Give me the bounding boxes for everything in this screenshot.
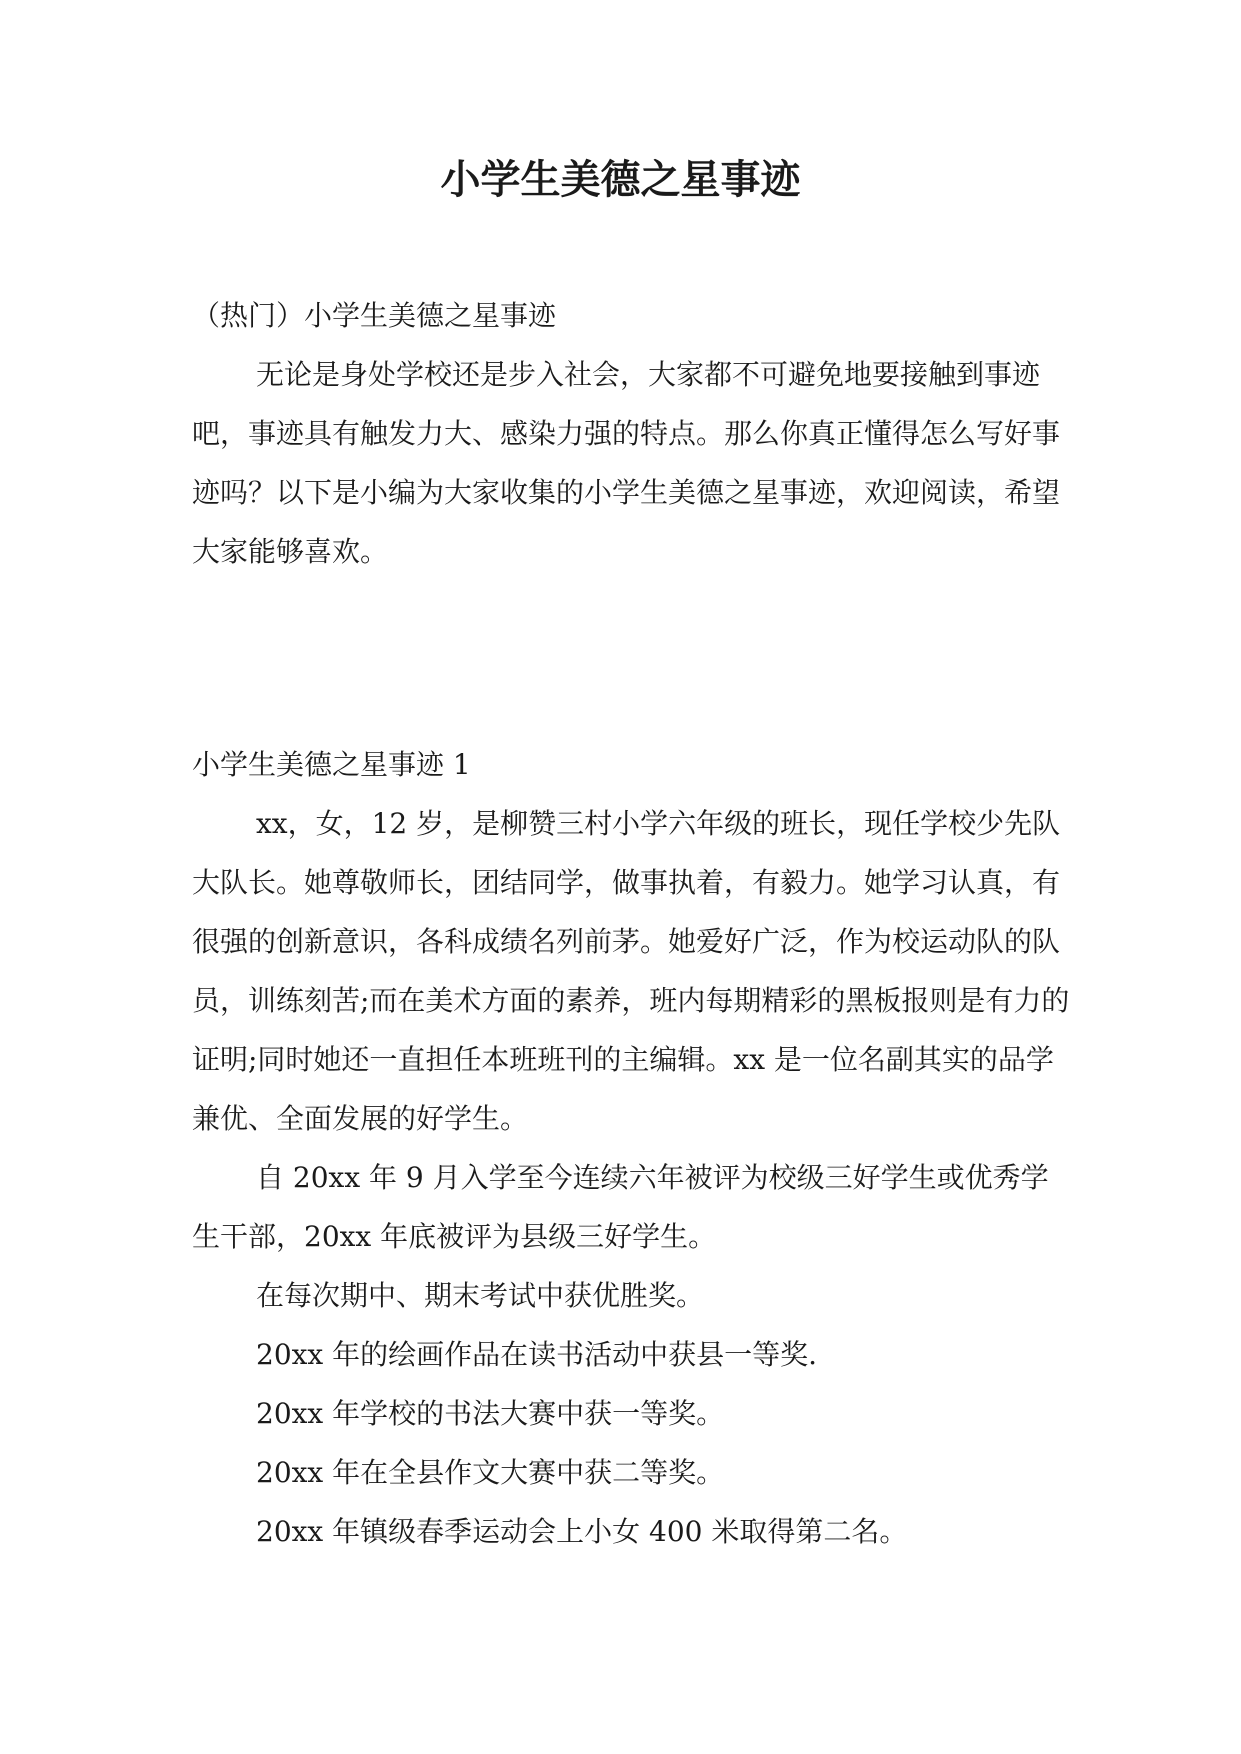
document-body (192, 286, 1072, 1561)
award-item: 20xx 年学校的书法大赛中获一等奖。 (256, 1397, 725, 1430)
intro-paragraph: 无论是身处学校还是步入社会，大家都不可避免地要接触到事迹吧，事迹具有触发力大、感染力强的特点。那么你真正懂得怎么写好事迹吗？以下是小编为大家收集的小学生美德之星事迹，欢迎阅读，希望大家能够喜欢。 (192, 358, 1061, 568)
award-item: 20xx 年在全县作文大赛中获二等奖。 (256, 1456, 725, 1489)
document-subtitle: （热门）小学生美德之星事迹 (192, 299, 557, 332)
body-paragraph: xx，女，12 岁，是柳赞三村小学六年级的班长，现任学校少先队大队长。她尊敬师长，团结同学，做事执着，有毅力。她学习认真，有很强的创新意识，各科成绩名列前茅。她爱好广泛，作为校运动队的队员，训练刻苦;而在美术方面的素养，班内每期精彩的黑板报则是有力的证明;同时她还一直担任本班班刊的主编辑。xx 是一位名副其实的品学兼优、全面发展的好学生。 (192, 807, 1070, 1135)
award-item: 20xx 年镇级春季运动会上小女 400 米取得第二名。 (256, 1515, 908, 1548)
document-title: 小学生美德之星事迹 (440, 156, 801, 203)
award-item: 在每次期中、期末考试中获优胜奖。 (256, 1279, 705, 1312)
section-spacer (192, 581, 1072, 735)
body-paragraph: 自 20xx 年 9 月入学至今连续六年被评为校级三好学生或优秀学生干部，20xx 年底被评为县级三好学生。 (192, 1161, 1049, 1253)
section-heading: 小学生美德之星事迹 1 (192, 748, 471, 781)
award-item: 20xx 年的绘画作品在读书活动中获县一等奖. (256, 1338, 818, 1371)
